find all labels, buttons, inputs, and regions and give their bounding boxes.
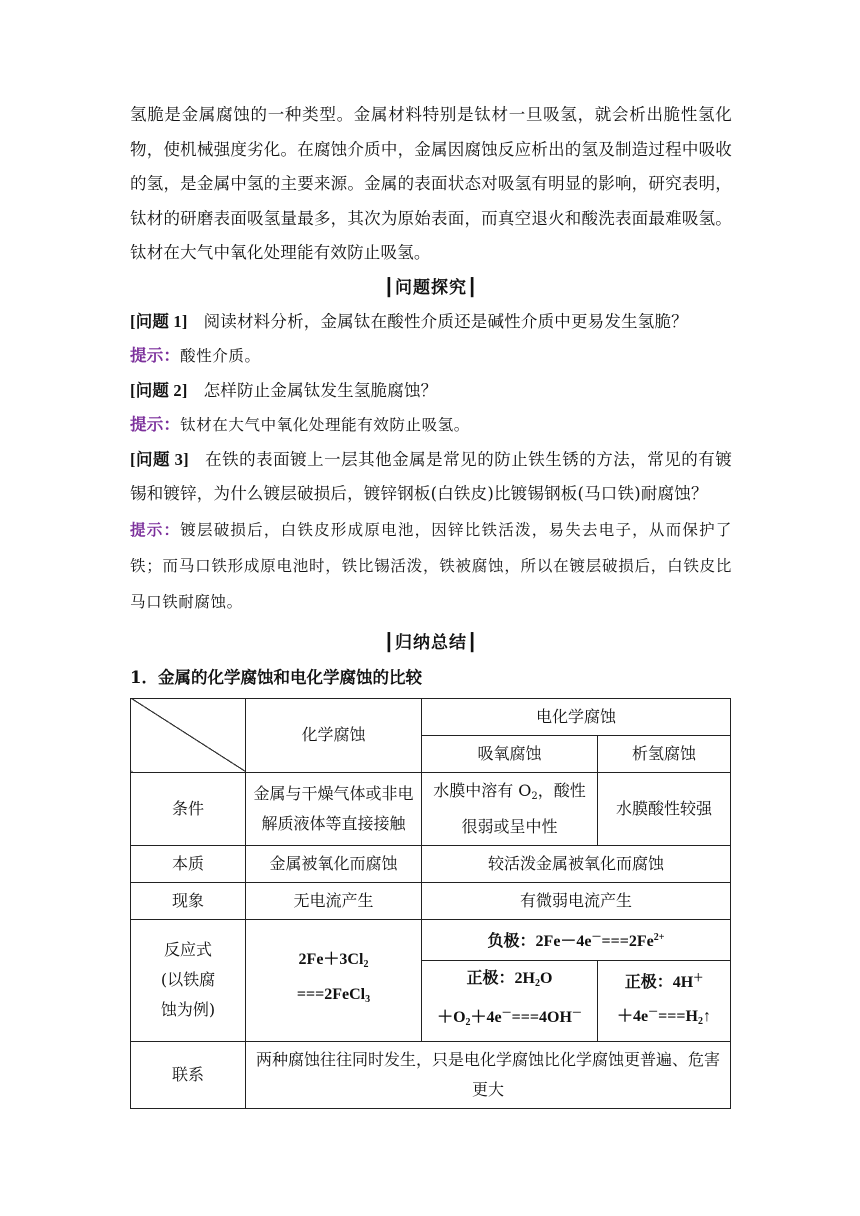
reaction-chemical-l2-sub: 3 (365, 994, 371, 1005)
hint-3-text: 镀层破损后，白铁皮形成原电池，因锌比铁活泼，易失去电子，从而保护了铁；而马口铁形成原电池时，铁比锡活泼，铁被腐蚀，所以在镀层破损后，白铁皮比马口铁耐腐蚀。 (130, 520, 732, 611)
condition-hydrogen: 水膜酸性较强 (598, 772, 731, 845)
reaction-negative-sup2: 2+ (653, 931, 665, 943)
pos-h-l2-text-b: ===H (658, 1008, 698, 1025)
intro-paragraph: 氢脆是金属腐蚀的一种类型。金属材料特别是钛材一旦吸氢，就会析出脆性氢化物，使机械强度劣化。在腐蚀介质中，金属因腐蚀反应析出的氢及制造过程中吸收的氢，是金属中氢的主要来源。金属的表面状态对吸氢有明显的影响，研究表明，钛材的研磨表面吸氢量最多，其次为原始表面，而真空退火和酸洗表面最难吸氢。钛材在大气中氧化处理能有效防止吸氢。 (130, 105, 732, 262)
reaction-positive-oxygen-line-1 (428, 964, 591, 999)
reaction-negative-text-a: 负极：2Fe－4e (487, 932, 592, 950)
table-corner-cell (131, 698, 246, 772)
question-1-label: [问题 1] (130, 311, 188, 331)
reaction-positive-oxygen (422, 960, 598, 1041)
question-1 (130, 305, 732, 340)
reaction-chemical (246, 919, 422, 1041)
pos-o-l2-text-c: ===4OH (511, 1008, 572, 1026)
document-page (130, 98, 732, 1109)
row-label-essence: 本质 (131, 845, 246, 882)
pos-h-l2-text-a: ＋4e (617, 1008, 649, 1025)
pos-o-l1-sub: 2 (535, 977, 540, 989)
pos-o-l2-sup: － (501, 1007, 512, 1019)
hint-1 (130, 339, 732, 374)
pos-o-l2-text-a: ＋O (437, 1008, 466, 1026)
hint-2 (130, 408, 732, 443)
pos-o-l1-text-a: 正极：2H (466, 969, 535, 987)
reaction-negative-sup: － (591, 931, 602, 943)
section-title-summary: ┃归纳总结┃ (383, 632, 479, 653)
pos-h-l2-arrow: ↑ (702, 1008, 711, 1025)
table-row (131, 1041, 731, 1108)
phenomenon-chemical: 无电流产生 (246, 882, 422, 919)
section-title-inquiry: ┃问题探究┃ (383, 277, 479, 298)
table-row (131, 772, 731, 845)
reaction-negative-text-b: ===2Fe (601, 932, 654, 950)
question-3-text: 在铁的表面镀上一层其他金属是常见的防止铁生锈的方法，常见的有镀锡和镀锌，为什么镀层破损后，镀锌钢板(白铁皮)比镀锡钢板(马口铁)耐腐蚀？ (130, 449, 732, 503)
condition-oxygen-text-a: 水膜中溶有 O (433, 780, 532, 800)
phenomenon-electrochemical: 有微弱电流产生 (422, 882, 731, 919)
question-2-text: 怎样防止金属钛发生氢脆腐蚀？ (203, 380, 438, 400)
question-3 (130, 443, 732, 512)
pos-h-l2-sub: 2 (697, 1016, 703, 1027)
pos-o-l2-sub: 2 (465, 1016, 471, 1028)
pos-h-l2-sup: － (648, 1007, 659, 1018)
reaction-negative-electrode (422, 919, 731, 960)
reaction-label-line-3: 蚀为例) (160, 1000, 216, 1019)
header-hydrogen-evolution: 析氢腐蚀 (598, 735, 731, 772)
row-label-condition: 条件 (131, 772, 246, 845)
condition-oxygen (422, 772, 598, 845)
table-row (131, 845, 731, 882)
reaction-chemical-line-2 (252, 980, 415, 1015)
table-row (131, 919, 731, 960)
reaction-label-line-1: 反应式 (163, 940, 212, 959)
header-oxygen-absorption: 吸氧腐蚀 (422, 735, 598, 772)
pos-o-l1-text-b: O (540, 969, 553, 987)
reaction-positive-hydrogen-line-2 (604, 998, 724, 1037)
question-1-text: 阅读材料分析，金属钛在酸性介质还是碱性介质中更易发生氢脆？ (203, 311, 688, 331)
row-label-relation: 联系 (131, 1041, 246, 1108)
hint-2-text: 钛材在大气中氧化处理能有效防止吸氢。 (180, 416, 470, 434)
row-label-reaction (131, 919, 246, 1041)
hint-3-label: 提示： (130, 519, 181, 539)
reaction-positive-oxygen-line-2 (428, 999, 591, 1038)
condition-oxygen-text-b: ，酸性很弱或呈中性 (461, 780, 586, 836)
condition-chemical: 金属与干燥气体或非电解质液体等直接接触 (246, 772, 422, 845)
table-row (131, 882, 731, 919)
hint-3 (130, 512, 732, 620)
reaction-positive-hydrogen-line-1 (604, 964, 724, 998)
essence-electrochemical: 较活泼金属被氧化而腐蚀 (422, 845, 731, 882)
pos-h-l1-text-a: 正极：4H (624, 974, 694, 991)
relation-text: 两种腐蚀往往同时发生，只是电化学腐蚀比化学腐蚀更普遍、危害更大 (246, 1041, 731, 1108)
pos-o-l2-text-b: ＋4e (470, 1008, 502, 1026)
hint-1-text: 酸性介质。 (180, 347, 261, 365)
pos-h-l1-sup: ＋ (693, 973, 704, 984)
reaction-chemical-l1-sub: 2 (363, 959, 369, 970)
table-header-row (131, 698, 731, 735)
summary-heading-1: 1．金属的化学腐蚀和电化学腐蚀的比较 (130, 667, 422, 687)
reaction-positive-hydrogen (598, 960, 731, 1041)
condition-oxygen-sub: 2 (531, 790, 538, 802)
reaction-chemical-line-1 (252, 945, 415, 980)
corrosion-comparison-table (130, 698, 731, 1109)
hint-1-label: 提示： (130, 346, 181, 365)
row-label-phenomenon: 现象 (131, 882, 246, 919)
question-2-label: [问题 2] (130, 380, 188, 400)
pos-o-l2-sup2: － (571, 1007, 582, 1019)
reaction-chemical-l2-text: ===2FeCl (296, 986, 366, 1003)
question-2 (130, 374, 732, 409)
hint-2-label: 提示： (130, 415, 181, 434)
reaction-label-line-2: (以铁腐 (160, 970, 216, 989)
question-3-label: [问题 3] (130, 449, 189, 469)
essence-chemical: 金属被氧化而腐蚀 (246, 845, 422, 882)
header-chemical-corrosion: 化学腐蚀 (246, 698, 422, 772)
reaction-chemical-l1-text: 2Fe＋3Cl (298, 951, 364, 968)
header-electrochemical-corrosion: 电化学腐蚀 (422, 698, 731, 735)
